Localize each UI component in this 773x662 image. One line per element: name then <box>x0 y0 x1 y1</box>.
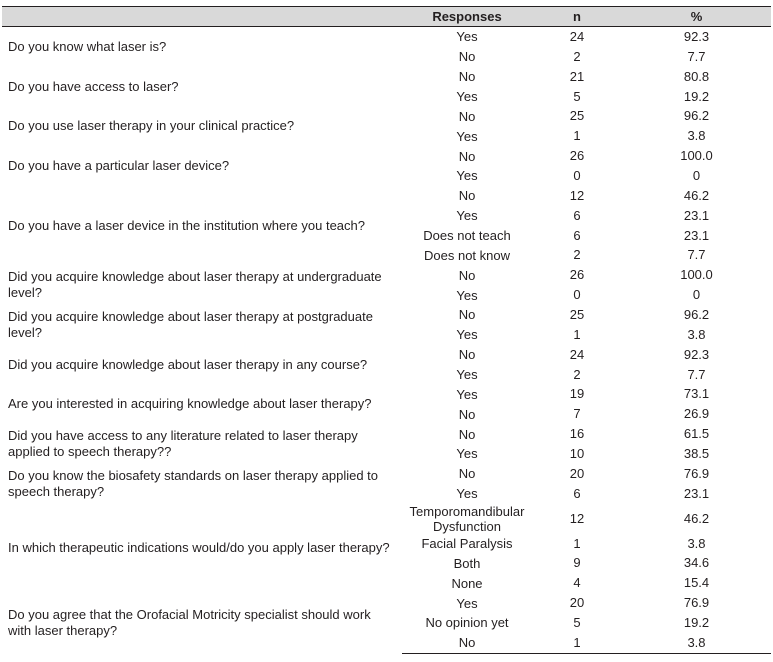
percent-cell: 80.8 <box>683 68 710 84</box>
table-row <box>2 305 771 325</box>
percent-cell: 3.8 <box>687 326 706 342</box>
table-row <box>2 504 771 534</box>
response-cell: No <box>458 69 476 85</box>
response-cell: Yes <box>456 386 478 402</box>
percent-cell: 7.7 <box>687 247 706 263</box>
percent-cell: 61.5 <box>683 426 710 442</box>
response-cell: No <box>458 347 476 363</box>
percent-cell: 96.2 <box>683 306 710 322</box>
n-cell: 20 <box>569 465 585 481</box>
table-row <box>2 146 771 166</box>
percent-cell: 73.1 <box>683 386 710 402</box>
n-cell: 0 <box>573 167 581 183</box>
percent-cell: 0 <box>692 287 701 303</box>
n-cell: 20 <box>569 595 585 611</box>
response-cell: Yes <box>456 595 478 611</box>
n-cell: 1 <box>573 535 581 551</box>
percent-cell: 3.8 <box>687 535 706 551</box>
n-cell: 1 <box>573 326 581 342</box>
n-cell: 25 <box>569 306 585 322</box>
percent-cell: 100.0 <box>680 148 713 164</box>
question-cell: Do you know the biosafety standards on laser therapy applied to speech therapy? <box>8 467 379 499</box>
n-cell: 19 <box>569 386 585 402</box>
question-cell: In which therapeutic indications would/do you apply laser therapy? <box>8 540 390 556</box>
n-cell: 12 <box>569 510 585 526</box>
survey-table <box>2 6 771 654</box>
response-cell: No <box>458 466 476 482</box>
n-cell: 16 <box>569 426 585 442</box>
n-cell: 0 <box>573 287 581 303</box>
table-row <box>2 186 771 206</box>
n-cell: 12 <box>569 187 585 203</box>
question-cell: Are you interested in acquiring knowledge about laser therapy? <box>8 396 372 412</box>
n-cell: 26 <box>569 267 585 283</box>
question-cell: Did you acquire knowledge about laser therapy in any course? <box>8 356 368 372</box>
percent-cell: 7.7 <box>687 366 706 382</box>
percent-cell: 46.2 <box>683 187 710 203</box>
n-cell: 21 <box>569 68 585 84</box>
question-cell: Do you agree that the Orofacial Motricity specialist should work with laser therapy? <box>8 607 371 639</box>
response-cell: Yes <box>456 486 478 502</box>
response-cell: No <box>458 406 476 422</box>
response-cell: No <box>402 633 532 653</box>
response-cell: Yes <box>456 89 478 104</box>
n-cell: 4 <box>573 575 581 591</box>
table-row <box>2 27 771 47</box>
n-cell: 24 <box>569 28 585 44</box>
n-cell: 7 <box>573 406 581 422</box>
question-cell: Do you use laser therapy in your clinical practice? <box>8 118 295 134</box>
percent-cell: 7.7 <box>687 48 706 64</box>
table-row <box>2 106 771 126</box>
response-cell: Yes <box>456 367 478 383</box>
header-responses: Responses <box>402 7 532 27</box>
table-body <box>2 27 771 654</box>
table-header <box>2 7 771 27</box>
header-question <box>2 7 402 27</box>
n-cell: 24 <box>569 346 585 362</box>
percent-cell: 3.8 <box>622 633 771 653</box>
response-cell: Facial Paralysis <box>421 536 513 552</box>
table-row <box>2 67 771 87</box>
response-cell: Yes <box>456 446 478 462</box>
response-cell: No <box>458 307 476 323</box>
response-cell: No <box>458 267 476 283</box>
response-cell: No <box>458 49 476 65</box>
table-row <box>2 384 771 404</box>
n-cell: 2 <box>573 366 581 382</box>
response-cell: Temporomandibular Dysfunction <box>409 503 525 534</box>
percent-cell: 46.2 <box>683 510 710 526</box>
n-cell: 25 <box>569 108 585 124</box>
n-cell: 9 <box>573 555 581 571</box>
table-row <box>2 265 771 285</box>
percent-cell: 38.5 <box>683 445 710 461</box>
percent-cell: 100.0 <box>680 267 713 283</box>
response-cell: Yes <box>456 208 478 224</box>
n-cell: 2 <box>573 48 581 64</box>
response-cell: None <box>451 575 483 591</box>
n-cell: 2 <box>573 247 581 263</box>
response-cell: Yes <box>456 287 478 303</box>
table-row <box>2 593 771 613</box>
percent-cell: 92.3 <box>683 346 710 362</box>
question-cell: Do you know what laser is? <box>8 38 167 54</box>
n-cell: 1 <box>532 633 622 653</box>
percent-cell: 23.1 <box>683 227 710 243</box>
percent-cell: 76.9 <box>683 465 710 481</box>
response-cell: No <box>458 108 476 124</box>
percent-cell: 96.2 <box>683 108 710 124</box>
response-cell: Yes <box>456 128 478 144</box>
n-cell: 5 <box>573 88 581 104</box>
n-cell: 6 <box>573 227 581 243</box>
header-percent: % <box>622 7 771 27</box>
percent-cell: 19.2 <box>683 614 710 630</box>
percent-cell: 15.4 <box>683 575 710 591</box>
question-cell: Did you acquire knowledge about laser therapy at undergraduate level? <box>8 269 382 301</box>
percent-cell: 0 <box>692 167 701 183</box>
header-n: n <box>532 7 622 27</box>
question-cell: Do you have a laser device in the institution where you teach? <box>8 217 365 233</box>
response-cell: Does not know <box>424 247 510 263</box>
response-cell: Yes <box>456 327 478 343</box>
n-cell: 5 <box>573 614 581 630</box>
percent-cell: 19.2 <box>683 88 710 104</box>
n-cell: 6 <box>573 207 581 223</box>
question-cell: Do you have access to laser? <box>8 78 179 94</box>
response-cell: Yes <box>456 29 478 45</box>
n-cell: 1 <box>573 128 581 144</box>
question-cell: Do you have a particular laser device? <box>8 158 230 174</box>
response-cell: Does not teach <box>423 228 511 244</box>
response-cell: No opinion yet <box>425 615 509 631</box>
percent-cell: 23.1 <box>683 207 710 223</box>
response-cell: No <box>458 426 476 442</box>
table-row <box>2 464 771 484</box>
percent-cell: 34.6 <box>683 555 710 571</box>
table-row <box>2 424 771 444</box>
response-cell: Yes <box>456 168 478 184</box>
question-cell: Did you have access to any literature related to laser therapy applied to speech therapy?? <box>8 428 358 460</box>
n-cell: 6 <box>573 485 581 501</box>
percent-cell: 92.3 <box>683 28 710 44</box>
percent-cell: 23.1 <box>683 485 710 501</box>
n-cell: 10 <box>569 445 585 461</box>
percent-cell: 76.9 <box>683 595 710 611</box>
percent-cell: 3.8 <box>687 128 706 144</box>
response-cell: No <box>458 148 476 164</box>
response-cell: Both <box>453 555 481 571</box>
table-row <box>2 345 771 365</box>
percent-cell: 26.9 <box>683 406 710 422</box>
response-cell: No <box>458 188 476 204</box>
n-cell: 26 <box>569 148 585 164</box>
question-cell: Did you acquire knowledge about laser therapy at postgraduate level? <box>8 308 373 340</box>
